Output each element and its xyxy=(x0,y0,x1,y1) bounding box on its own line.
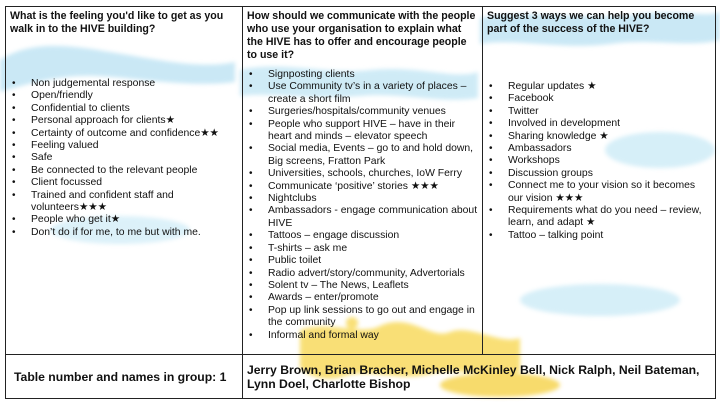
suggestions-answer-list xyxy=(487,81,711,242)
group-names: Jerry Brown, Brian Bracher, Michelle McKinley Bell, Nick Ralph, Neil Bateman, Lynn Doel, Charlotte Bishop xyxy=(247,362,700,391)
list-item: • Radio advert/story/community, Advertorials xyxy=(247,268,478,280)
list-item: • Non judgemental response xyxy=(10,78,238,90)
list-item: • Trained and confident staff and volunteers★★★ xyxy=(10,190,238,215)
column-suggestions xyxy=(483,7,716,355)
list-item: • Client focussed xyxy=(10,177,238,189)
list-item: • Facebook xyxy=(487,93,711,105)
list-item: • People who support HIVE – have in their heart and minds – elevator speech xyxy=(247,119,478,144)
column-feeling xyxy=(6,7,243,355)
list-item: • Solent tv – The News, Leaflets xyxy=(247,280,478,292)
list-item: • Workshops xyxy=(487,155,711,167)
list-item: • Connect me to your vision so it becomes our vision ★★★ xyxy=(487,180,711,205)
list-item: • People who get it★ xyxy=(10,214,238,226)
feedback-table xyxy=(5,6,716,399)
question-feeling: What is the feeling you'd like to get as you walk in to the HIVE building? xyxy=(10,10,224,35)
list-item: • Don’t do if for me, to me but with me. xyxy=(10,227,238,239)
list-item: • Personal approach for clients★ xyxy=(10,115,238,127)
list-item: • Public toilet xyxy=(247,255,478,267)
feeling-answer-list xyxy=(10,78,238,239)
list-item: • Informal and formal way xyxy=(247,330,478,342)
feedback-table-sheet xyxy=(5,6,715,398)
column-communicate xyxy=(243,7,483,355)
list-item: • Awards – enter/promote xyxy=(247,292,478,304)
group-label-cell xyxy=(6,355,243,399)
list-item: • T-shirts – ask me xyxy=(247,243,478,255)
list-item: • Social media, Events – go to and hold down, Big screens, Fratton Park xyxy=(247,143,478,168)
list-item: • Ambassadors - engage communication about HIVE xyxy=(247,205,478,230)
list-item: • Regular updates ★ xyxy=(487,81,711,93)
group-row xyxy=(6,355,716,399)
list-item: • Nightclubs xyxy=(247,193,478,205)
list-item: • Tattoo – talking point xyxy=(487,230,711,242)
question-communicate: How should we communicate with the people who use your organisation to explain what the HIVE has to offer and encourage people to use it? xyxy=(247,10,476,61)
list-item: • Twitter xyxy=(487,106,711,118)
list-item: • Pop up link sessions to go out and engage in the community xyxy=(247,305,478,330)
list-item: • Use Community tv’s in a variety of places – create a short film xyxy=(247,81,478,106)
list-item: • Communicate ‘positive’ stories ★★★ xyxy=(247,181,478,193)
list-item: • Be connected to the relevant people xyxy=(10,165,238,177)
question-suggestions: Suggest 3 ways we can help you become part of the success of the HIVE? xyxy=(487,10,695,35)
list-item: • Requirements what do you need – review, learn, and adapt ★ xyxy=(487,205,711,230)
questions-row xyxy=(6,7,716,355)
list-item: • Confidential to clients xyxy=(10,103,238,115)
list-item: • Safe xyxy=(10,152,238,164)
list-item: • Universities, schools, churches, IoW Ferry xyxy=(247,168,478,180)
list-item: • Discussion groups xyxy=(487,168,711,180)
communicate-answer-list xyxy=(247,69,478,342)
list-item: • Involved in development xyxy=(487,118,711,130)
list-item: • Signposting clients xyxy=(247,69,478,81)
list-item: • Sharing knowledge ★ xyxy=(487,131,711,143)
list-item: • Feeling valued xyxy=(10,140,238,152)
list-item: • Ambassadors xyxy=(487,143,711,155)
group-label: Table number and names in group: 1 xyxy=(14,369,227,384)
list-item: • Tattoos – engage discussion xyxy=(247,230,478,242)
list-item: • Open/friendly xyxy=(10,90,238,102)
list-item: • Surgeries/hospitals/community venues xyxy=(247,106,478,118)
group-names-cell xyxy=(243,355,716,399)
list-item: • Certainty of outcome and confidence★★ xyxy=(10,128,238,140)
